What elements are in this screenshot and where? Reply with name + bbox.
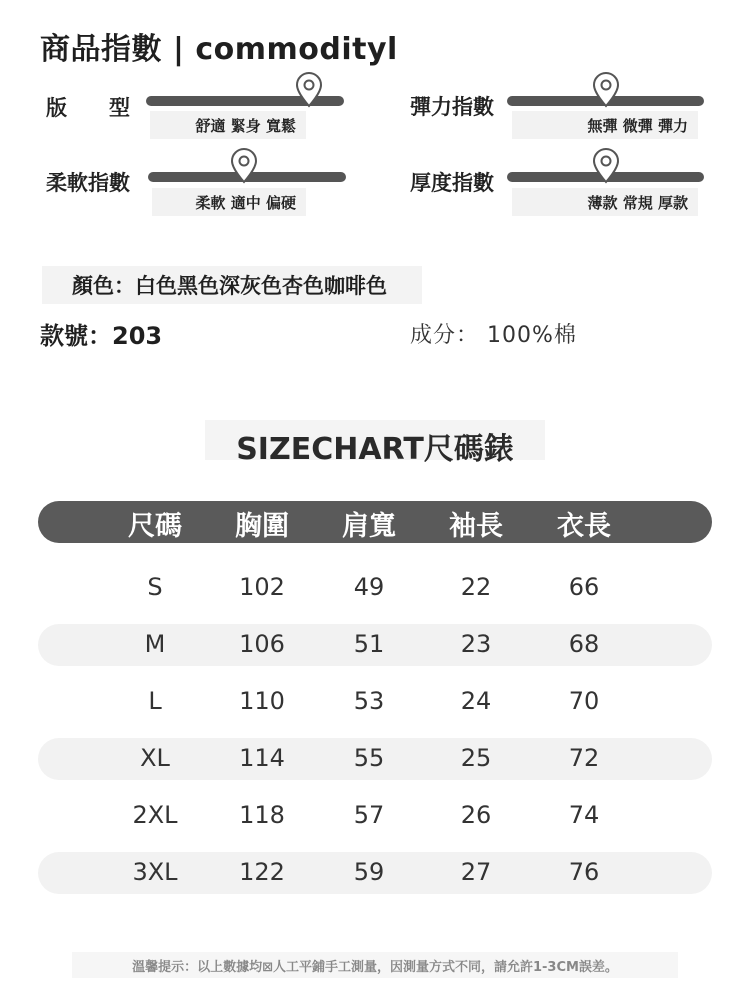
cell-sleeve: 24 [460, 687, 492, 715]
indicator-label-thickness: 厚度指數 [410, 171, 494, 195]
cell-size: M [144, 630, 166, 658]
cell-shoulder: 57 [353, 801, 385, 829]
softness-scale: 柔軟 適中 偏硬 [152, 188, 306, 216]
cell-chest: 114 [239, 744, 285, 772]
thickness-scale: 薄款 常規 厚款 [512, 188, 698, 216]
cell-length: 66 [568, 573, 600, 601]
cell-chest: 122 [239, 858, 285, 886]
indicator-label-softness: 柔軟指數 [46, 171, 130, 195]
cell-sleeve: 27 [460, 858, 492, 886]
cell-sleeve: 26 [460, 801, 492, 829]
indicator-label-fit-char-2: 型 [109, 96, 130, 120]
fit-scale: 舒適 緊身 寬鬆 [150, 111, 306, 139]
cell-length: 76 [568, 858, 600, 886]
indicator-label-fit-char-1: 版 [46, 96, 67, 120]
cell-sleeve: 22 [460, 573, 492, 601]
header-size: 尺碼 [128, 511, 182, 542]
cell-chest: 110 [239, 687, 285, 715]
cell-shoulder: 53 [353, 687, 385, 715]
cell-shoulder: 55 [353, 744, 385, 772]
cell-shoulder: 51 [353, 630, 385, 658]
size-chart-title: SIZECHART尺碼錶 [236, 432, 514, 467]
cell-size: S [147, 573, 163, 601]
cell-length: 74 [568, 801, 600, 829]
cell-size: 3XL [132, 858, 178, 886]
cell-sleeve: 25 [460, 744, 492, 772]
cell-length: 72 [568, 744, 600, 772]
location-pin-icon [591, 148, 621, 184]
header-length: 衣長 [557, 511, 611, 542]
indicator-label-elasticity: 彈力指數 [410, 95, 494, 119]
location-pin-icon [294, 72, 324, 108]
page-title: 商品指數 | commodityl [40, 32, 398, 67]
cell-shoulder: 49 [353, 573, 385, 601]
cell-size: 2XL [132, 801, 178, 829]
cell-chest: 118 [239, 801, 285, 829]
indicator-label-fit [46, 92, 130, 122]
cell-length: 68 [568, 630, 600, 658]
cell-size: XL [140, 744, 170, 772]
cell-chest: 106 [239, 630, 285, 658]
colors-line: 顏色：白色黑色深灰色杏色咖啡色 [42, 266, 422, 304]
footer-note: 溫馨提示：以上數據均⊠人工平鋪手工測量，因測量方式不同，請允許1-3CM誤差。 [132, 960, 618, 975]
material: 成分： 100%棉 [410, 323, 577, 348]
location-pin-icon [229, 148, 259, 184]
elasticity-scale: 無彈 微彈 彈力 [512, 111, 698, 139]
cell-length: 70 [568, 687, 600, 715]
style-number: 款號：203 [40, 322, 163, 350]
header-sleeve: 袖長 [449, 511, 503, 542]
cell-sleeve: 23 [460, 630, 492, 658]
cell-chest: 102 [239, 573, 285, 601]
cell-shoulder: 59 [353, 858, 385, 886]
cell-size: L [148, 687, 162, 715]
header-chest: 胸圍 [235, 511, 289, 542]
location-pin-icon [591, 72, 621, 108]
header-shoulder: 肩寬 [342, 511, 396, 542]
